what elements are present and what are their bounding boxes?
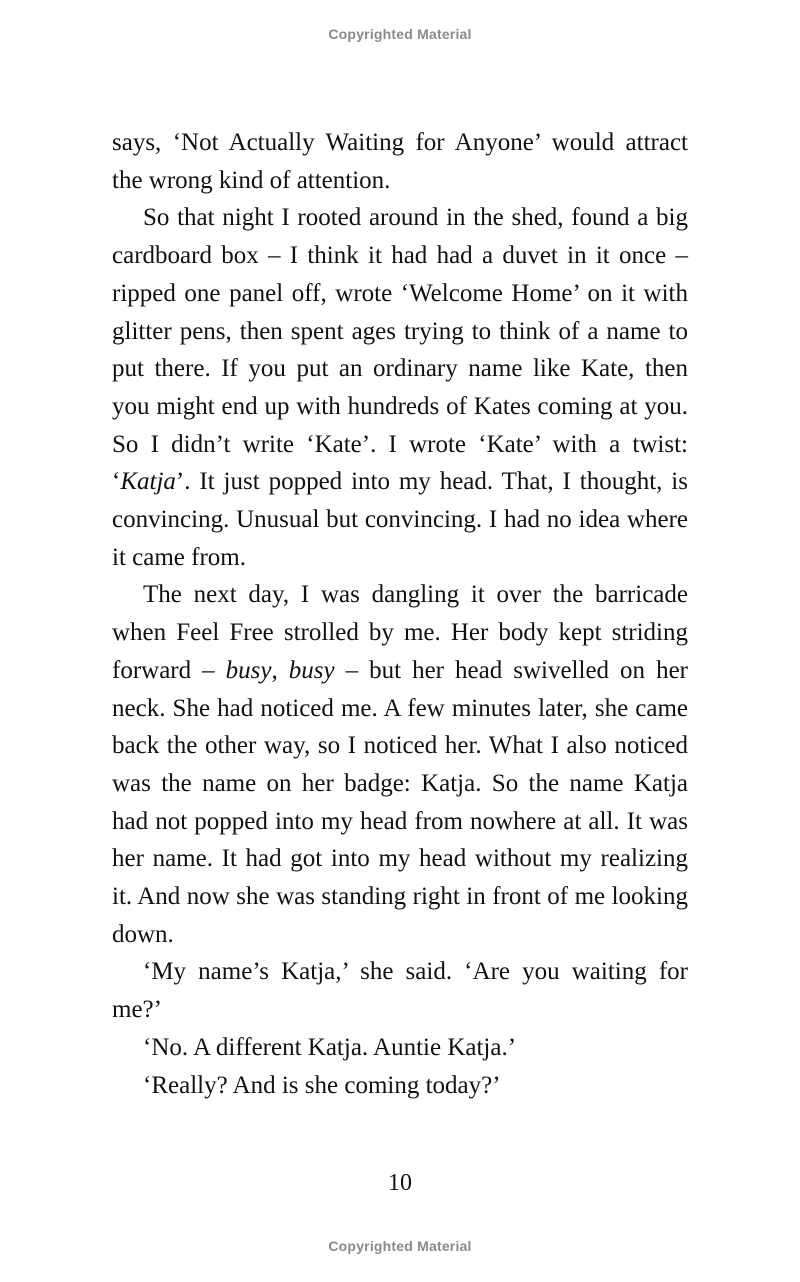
text-segment: The next day, I was dangling it over the barricade when Feel Free strolled by me. Her body kept striding forward – [112, 581, 688, 684]
paragraph [112, 124, 688, 199]
body-text [112, 124, 688, 1104]
text-segment: So that night I rooted around in the shed, found a big cardboard box – I think it had had a duvet in it once – ripped one panel off, wrote ‘Welcome Home’ on it with glitter pens, then spent ages trying to think of a name to put there. If you put an ordinary name like Kate, then you might end up with hundreds of Kates coming at you. So I didn’t write ‘Kate’. I wrote ‘Kate’ with a twist: ‘ [112, 204, 688, 496]
page-number: 10 [388, 1170, 412, 1196]
text-segment: says, ‘Not Actually Waiting for Anyone’ would attract the wrong kind of attention. [112, 129, 688, 194]
italic-text: busy [288, 656, 335, 684]
paragraph [112, 1029, 688, 1067]
copyright-watermark-bottom: Copyrighted Material [328, 1238, 472, 1254]
copyright-watermark-top: Copyrighted Material [328, 26, 472, 42]
paragraph [112, 576, 688, 953]
text-segment: ‘Really? And is she coming today?’ [143, 1071, 501, 1099]
italic-text: Katja [120, 468, 176, 496]
text-segment: ‘My name’s Katja,’ she said. ‘Are you waiting for me?’ [112, 958, 688, 1024]
paragraph [112, 199, 688, 576]
italic-text: busy [225, 656, 272, 684]
text-segment: ‘No. A different Katja. Auntie Katja.’ [143, 1033, 517, 1061]
text-segment: – but her head swivelled on her neck. She had noticed me. A few minutes later, she came back the other way, so I noticed her. What I also noticed was the name on her badge: Katja. So the name Katja had not popped into my head from nowhere at all. It was her name. It had got into my head without my realizing it. And now she was standing right in front of me looking down. [112, 656, 688, 948]
paragraph [112, 953, 688, 1028]
paragraph [112, 1067, 688, 1105]
text-segment: ’. It just popped into my head. That, I thought, is convincing. Unusual but convincing. I had no idea where it came from. [112, 468, 688, 571]
text-segment: , [271, 656, 289, 684]
